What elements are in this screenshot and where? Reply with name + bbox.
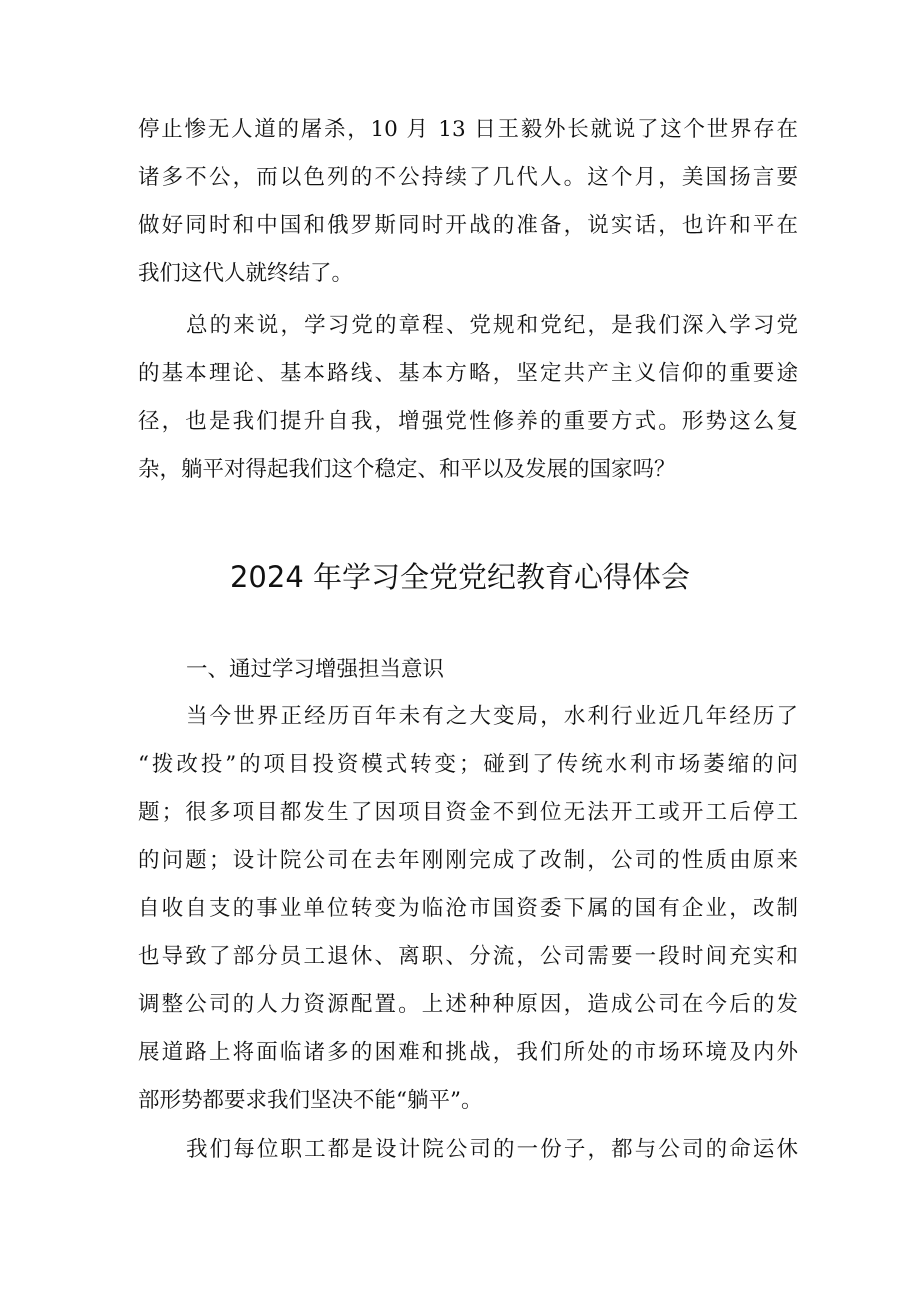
text-line: 部形势都要求我们坚决不能“躺平”。 (138, 1088, 483, 1113)
text-line: 诸多不公，而以色列的不公持续了几代人。这个月，美国扬言要 (138, 165, 798, 190)
text-line: 我们这代人就终结了。 (138, 261, 354, 286)
document-title: 2024 年学习全党党纪教育心得体会 (229, 560, 691, 594)
text-line: 我们每位职工都是设计院公司的一份子，都与公司的命运休 (186, 1137, 798, 1162)
text-line: “拨改投”的项目投资模式转变；碰到了传统水利市场萎缩的问 (138, 752, 798, 777)
text-line: 停止惨无人道的屠杀，10 月 13 日王毅外长就说了这个世界存在 (138, 117, 798, 142)
text-line: 的问题；设计院公司在去年刚刚完成了改制，公司的性质由原来 (138, 848, 798, 873)
text-line: 自收自支的事业单位转变为临沧市国资委下属的国有企业，改制 (138, 896, 798, 921)
text-line: 调整公司的人力资源配置。上述种种原因，造成公司在今后的发 (138, 992, 798, 1017)
text-line: 径，也是我们提升自我，增强党性修养的重要方式。形势这么复 (138, 409, 798, 434)
text-line: 杂，躺平对得起我们这个稳定、和平以及发展的国家吗？ (138, 457, 676, 482)
text-line: 总的来说，学习党的章程、党规和党纪，是我们深入学习党 (186, 313, 798, 338)
text-line: 题；很多项目都发生了因项目资金不到位无法开工或开工后停工 (138, 800, 798, 825)
text-line: 当今世界正经历百年未有之大变局，水利行业近几年经历了 (186, 704, 798, 729)
text-line: 展道路上将面临诸多的困难和挑战，我们所处的市场环境及内外 (138, 1040, 798, 1065)
text-line: 做好同时和中国和俄罗斯同时开战的准备，说实话，也许和平在 (138, 213, 798, 238)
text-line: 的基本理论、基本路线、基本方略，坚定共产主义信仰的重要途 (138, 361, 798, 386)
section-heading: 一、通过学习增强担当意识 (186, 657, 445, 682)
text-line: 也导致了部分员工退休、离职、分流，公司需要一段时间充实和 (138, 944, 798, 969)
